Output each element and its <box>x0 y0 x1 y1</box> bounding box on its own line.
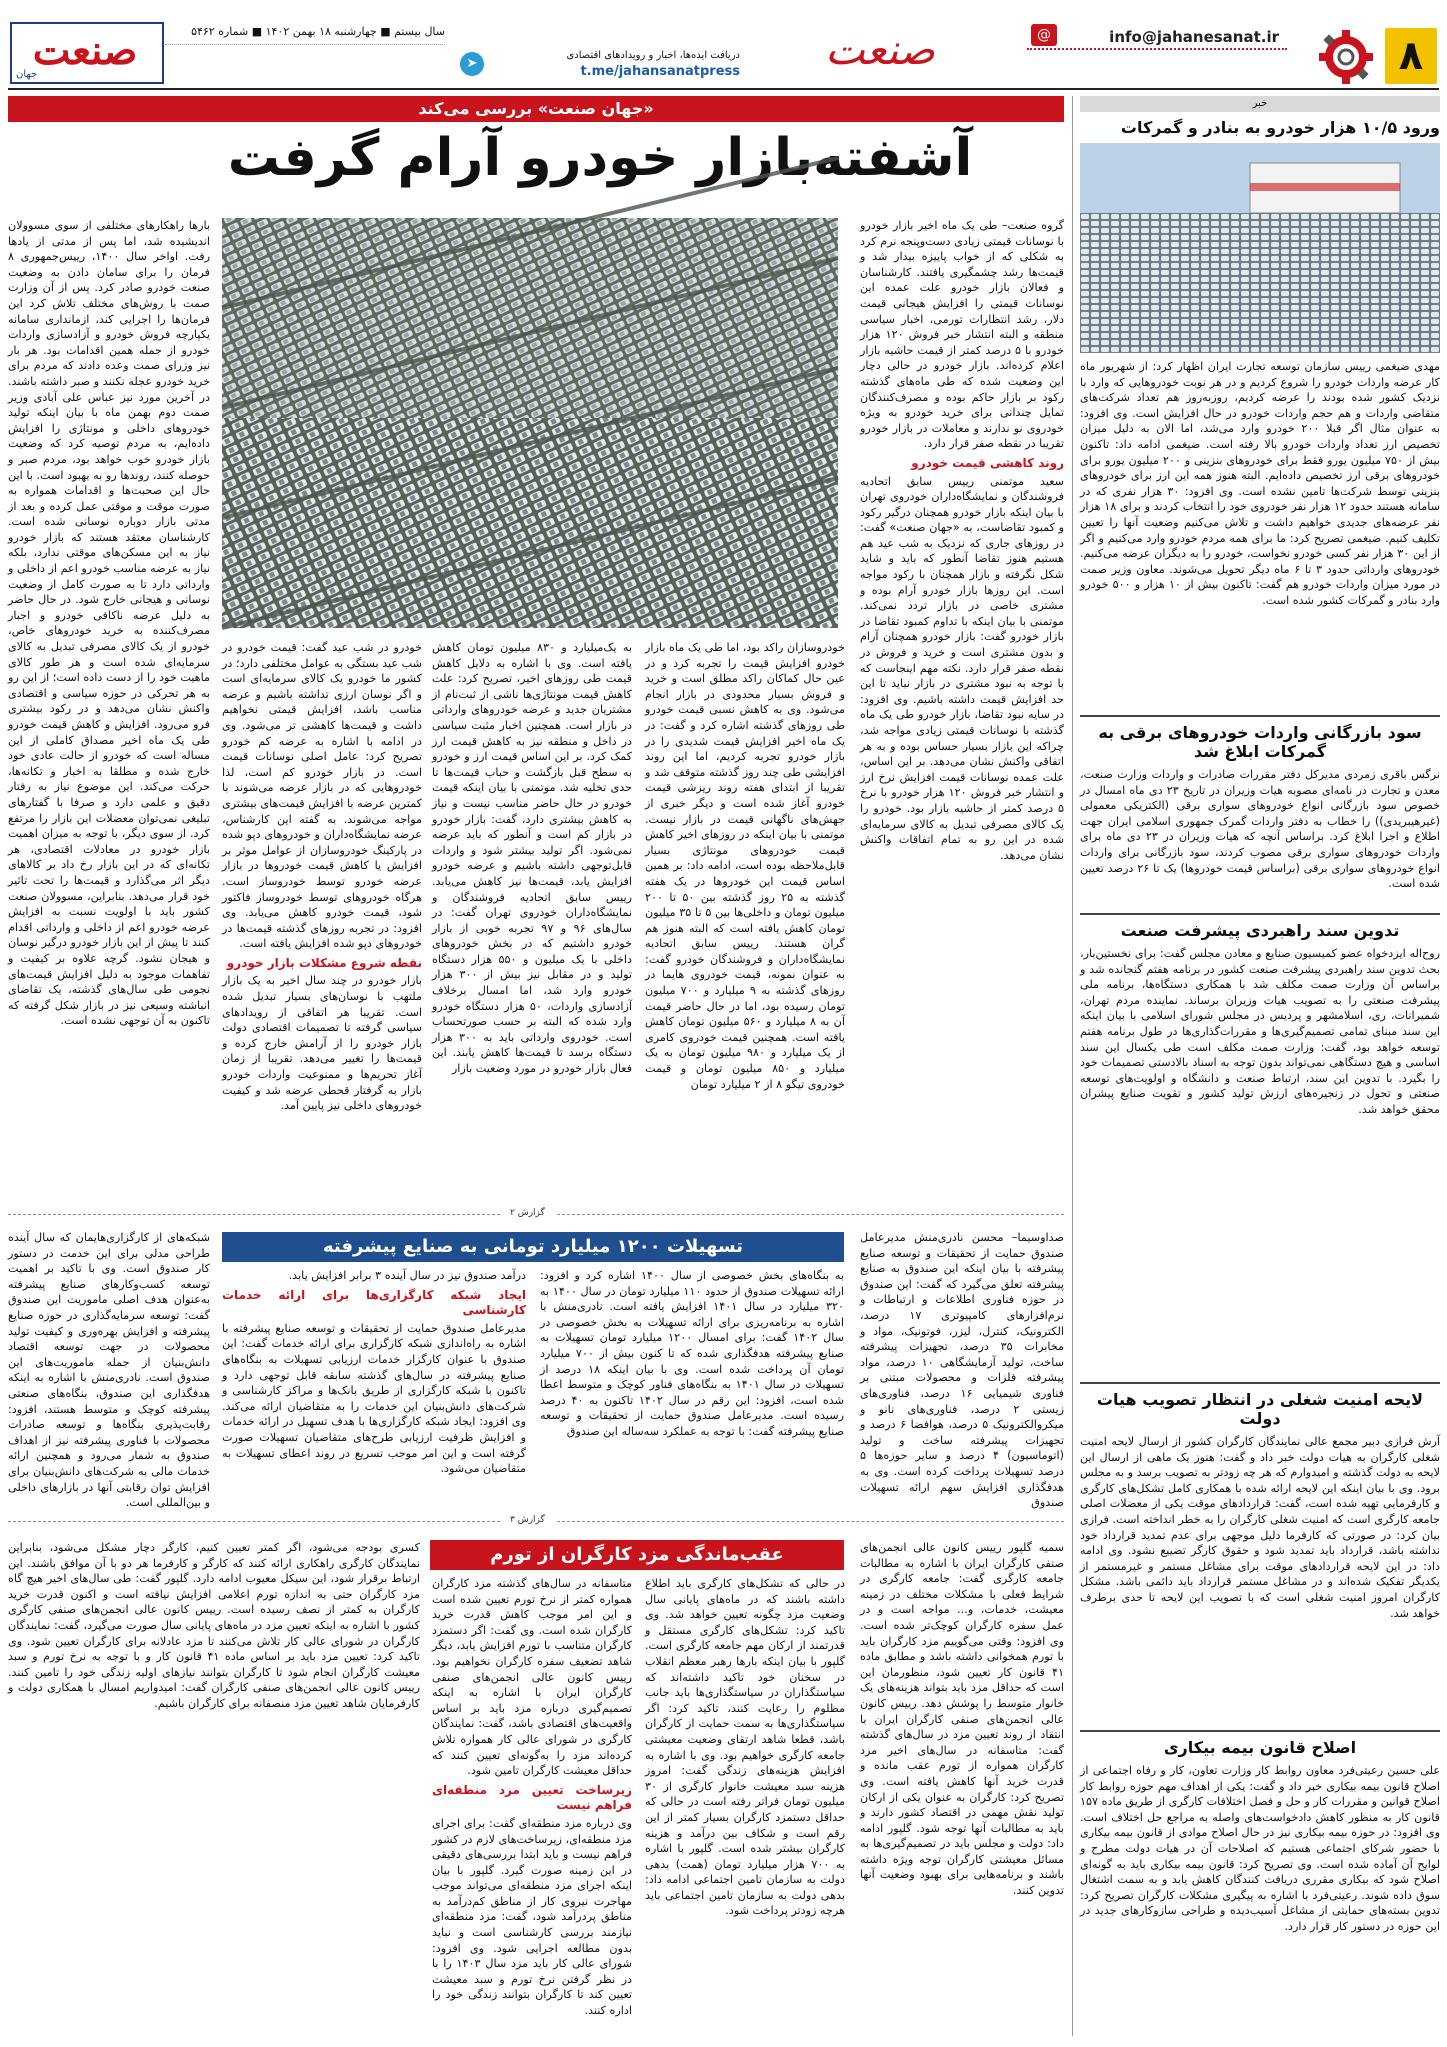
parking-lot-illustration <box>222 218 838 628</box>
report2-col3-subhead: ایجاد شبکه کارگزاری‌ها برای ارائه خدمات کارشناسی <box>222 1287 526 1318</box>
report3-col1-text: سمیه گلپور رییس کانون عالی انجمن‌های صنفی کارگران ایران با اشاره به مطالبات جامعه کارگری گفت: جامعه کارگری در شرایط فعلی با مشکلات مختلف در زمینه معیشت، خدمات، و... مواجه است و در عمل سفره کارگران کوچک‌تر شده است. وی افزود: وقتی می‌گوییم مزد کارگران باید با تورم همخوانی داشته باشد و مطابق ماده ۴۱ قانون کار تعیین شود، منظورمان این است که حداقل مزد باید بتواند هزینه‌های یک خانوار متوسط را پوشش دهد. رییس کانون عالی انجمن‌های صنفی کارگران ایران با انتقاد از روند تعیین مزد در سال‌های گذشته گفت: متاسفانه در سال‌های اخیر مزد کارگران همواره از تورم عقب مانده و قدرت خرید آنها کاهش یافته است. وی تصریح کرد: کارگران به عنوان یکی از ارکان تولید نقش مهمی در اقتصاد کشور دارند و باید به مطالبات آنها توجه شود. گلپور ادامه داد: دولت و مجلس باید در تصمیم‌گیری‌ها به مسائل معیشتی کارگران توجه ویژه داشته باشند و برنامه‌هایی برای بهبود وضعیت آنها تدوین کنند. <box>860 1541 1064 1898</box>
report3-col3-text: متاسفانه در سال‌های گذشته مزد کارگران همواره کمتر از نرخ تورم تعیین شده است و این امر موجب کاهش قدرت خرید کارگران شده است. وی گفت: اگر دستمزد کارگران متناسب با تورم افزایش یابد، دیگر شاهد تضعیف سفره کارگران نخواهیم بود. رییس کانون عالی انجمن‌های صنفی کارگران ایران با اشاره به اینکه تصمیم‌گیری درباره مزد باید بر اساس واقعیت‌های اقتصادی باشد، گفت: نمایندگان کارگری در شورای عالی کار همواره تلاش کرده‌اند مزد را به‌گونه‌ای تعیین کنند که حداقل معیشت کارگران تامین شود. <box>432 1577 632 1778</box>
main-col1b-text: سعید موتمنی رییس سابق اتحادیه فروشندگان و نمایشگاه‌داران خودروی تهران با بیان اینکه بازار خودرو همچنان درگیر رکود و کمبود تقاضاست، به «جهان صنعت» گفت: در روزهای جاری که نزدیک به شب عید هم هستیم هنوز تقاضا آنطور که باید و شاید شکل نگرفته و بازار همچنان با رکود مواجه است. این روزها بازار خودرو آرام بوده و مشتری خاصی در بازار تردد نمی‌کند. موتمنی با بیان اینکه با تداوم کمبود تقاضا در بازار خودرو گفت: بازار خودرو همچنان آرام و بدون مشتری است و خرید و فروش در نقطه صفر قرار دارد. نکته مهم اینجاست که با توجه به نبود مشتری در بازار نباید تا این حد افزایش قیمت داشته باشیم. وی افزود: در سایه نبود تقاضا، بازار خودرو طی یک ماه گذشته با نوسانات قیمتی زیادی مواجه شد، چراکه این بازار بسیار حساس بوده و به هر اتفاقی واکنش نشان می‌دهد. بر این اساس، علت عمده نوسانات قیمت افزایش نرخ ارز و انتشار خبر فروش ۱۲۰ هزار خودرو با نرخ ۵ درصد کمتر از حاشیه بازار بود. خودرو را یک کالای مصرفی تبدیل به کالای سرمایه‌ای شده در این رو به تمام اتفاقات واکنش نشان می‌دهد. <box>860 474 1065 862</box>
gear-icon <box>1317 28 1375 86</box>
report2-headline: تسهیلات ۱۲۰۰ میلیارد تومانی به صنایع پیشرفته <box>323 1236 743 1257</box>
report2-tag: گزارش ۲ <box>500 1207 555 1220</box>
report3-col4 <box>8 1540 420 2036</box>
report3-tag: گزارش ۳ <box>500 1514 555 1527</box>
telegram-icon: ➤ <box>460 52 484 76</box>
main-story-col2 <box>645 640 845 1240</box>
report2-col2-text: به بنگاه‌های بخش خصوصی از سال ۱۴۰۰ اشاره کرد و افزود: ارائه تسهیلات صندوق از حدود ۱۱۰ میلیارد تومان در سال ۱۴۰۰ به ۳۲۰ میلیارد در سال ۱۴۰۱ افزایش یافته است. نادری‌منش با اشاره به برنامه‌ریزی برای ارائه تسهیلات به بخش خصوصی در سال ۱۴۰۲ گفت: برای امسال ۱۲۰۰ میلیارد تومان تسهیلات به صنایع پیشرفته هدفگذاری شده که تا کنون بیش از ۷۰۰ میلیارد تومان آن پرداخت شده است. وی با بیان اینکه ۱۸ درصد از تسهیلات در سال ۱۴۰۱ به بنگاه‌های فناور کوچک و متوسط اعطا شده است، افزود: این رقم در سال ۱۴۰۲ تاکنون به ۴۰ درصد رسیده است. مدیرعامل صندوق حمایت از تحقیقات و توسعه صنایع پیشرفته گفت: با توجه به عملکرد سه‌ساله این صندوق <box>540 1269 845 1438</box>
report2-col3 <box>222 1268 526 1490</box>
report3-col3 <box>432 1576 632 2036</box>
report3-col2 <box>645 1576 845 2036</box>
sidebar-story4-title: لایحه امنیت شغلی در انتظار تصویب هیات دولت <box>1096 1390 1424 1428</box>
report3-col4-text: کسری بودجه می‌شود، اگر کمتر تعیین کنیم، کارگر دچار مشکل می‌شود، بنابراین نمایندگان کارگری راهکاری ارائه کنند که کارگر و کارفرما هر دو با آن موافق باشند. این ارتباط برقرار شود، این سیکل معیوب ادامه دارد. گلپور گفت: طی سال‌های اخیر هیچ گاه مزد کارگران حتی به اندازه تورم اعلامی افزایش نیافته است و اکنون قدرت خرید کارگران به کمتر از نصف رسیده است. رییس کانون عالی انجمن‌های صنفی کارگری کشور با اشاره به اینکه تعیین مزد در ماه‌های پایانی سال صورت می‌گیرد، گفت: نمایندگان کارگران در شورای عالی کار تلاش می‌کنند تا مزد عادلانه برای کارگران تعیین شود. وی تاکید کرد: تعیین مزد باید بر اساس ماده ۴۱ قانون کار و با توجه به نرخ تورم و سبد معیشت کارگران انجام شود تا کارگران بتوانند نیازهای اولیه زندگی خود را تامین کنند. رییس کانون عالی انجمن‌های صنفی کارگران گفت: امیدواریم امسال با همکاری دولت و کارفرمایان شاهد تعیین مزد منصفانه برای کارگران باشیم. <box>8 1541 420 1710</box>
sidebar-divider-3 <box>1080 1382 1440 1384</box>
report2-col4-text: شبکه‌های از کارگزاری‌هایمان که سال آینده طراحی مدلی برای این خدمت در دستور کار صندوق است. وی با تاکید بر اهمیت توسعه کسب‌وکارهای صنایع پیشرفته به‌عنوان هدف اصلی ماموریت این صندوق گفت: توسعه سرمایه‌گذاری در حوزه صنایع پیشرفته و افزایش بهره‌وری و کیفیت تولید محصولات در جهت توسعه اقتصاد دانش‌بنیان از جمله ماموریت‌های این صندوق است. نادری‌منش با اشاره به اینکه هدفگذاری این صندوق، بنگاه‌های صنعتی پیشرفته کوچک و متوسط هستند، افزود: رقابت‌پذیری بنگاه‌ها و توسعه صادرات محصولات با فناوری پیشرفته نیز از اهداف صندوق به شمار می‌رود و همچنین ارائه خدمات مالی به شرکت‌های دانش‌بنیان برای افزایش توان رقابتی آنها در بازارهای داخلی و بین‌المللی است. <box>8 1231 210 1510</box>
main-kicker: «جهان صنعت» بررسی می‌کند <box>418 99 654 118</box>
sidebar-photo-port <box>1080 143 1440 353</box>
port-cars-illustration <box>1080 143 1440 353</box>
report2-col3-text: درآمد صندوق نیز در سال آینده ۳ برابر افزایش یابد. <box>288 1269 526 1282</box>
issue-info: سال بیستم ■ چهارشنبه ۱۸ بهمن ۱۴۰۲ ■ شماره ۵۴۶۲ <box>191 25 445 38</box>
telegram-handle[interactable]: t.me/jahansanatpress <box>580 64 740 79</box>
section-name: صنعت <box>825 25 935 74</box>
email-text[interactable]: info@jahanesanat.ir <box>1109 28 1279 46</box>
report2-col3b-text: مدیرعامل صندوق حمایت از تحقیقات و توسعه صنایع پیشرفته با اشاره به راه‌اندازی شبکه کارگزاری برای ارائه خدمات گفت: این صندوق با عنوان کارگزار خدمات ارزیابی تسهیلات به بنگاه‌های صنایع پیشرفته در سال‌های گذشته سابقه قابل توجهی دارد و تاکنون با شبکه کارگزاری از طریق بانک‌ها و مراکز کارشناسی و شرکت‌های دانش‌بنیان این خدمات را به متقاضیان ارائه می‌کند. وی افزود: ایجاد شبکه کارگزاری‌ها با هدف تسهیل در ارائه خدمات و افزایش ظرفیت ارزیابی طرح‌های متقاضیان تسهیلات صورت گرفته است و این امر موجب تسریع در روند اعطای تسهیلات به متقاضیان می‌شود. <box>222 1321 526 1476</box>
report2-col1-text: صداوسیما– محسن نادری‌منش مدیرعامل صندوق حمایت از تحقیقات و توسعه صنایع پیشرفته با بیان اینکه این صندوق به صنایع پیشرفته تعلق می‌گیرد که گفت: این صندوق در حوزه فناوری اطلاعات و ارتباطات و نرم‌افزارهای کامپیوتری ۱۷ درصد، الکترونیک، کنترل، لیزر، فوتونیک، مواد و مخابرات ۳۵ درصد، تجهیزات پیشرفته ساخت، تولید آزمایشگاهی ۱۰ درصد، مواد پیشرفته فلزات و محصولات مبتنی بر فناوری شیمیایی ۱۶ درصد، فناوری‌های زیستی ۲ درصد، فناوری‌های نانو و میکروالکترونیک ۵ درصد، هوافضا ۶ درصد و تجهیزات پیشرفته ساخت و تولید (اتوماسیون) ۴ درصد و سایر حوزه‌ها ۵ درصد تسهیلات پرداخت کرده است. وی به هدفگذاری افزایش سهم ارائه تسهیلات صندوق <box>860 1231 1065 1510</box>
logo-sub: جهان <box>16 69 38 80</box>
report3-headline: عقب‌ماندگی مزد کارگران از تورم <box>490 1544 784 1565</box>
sidebar-story2-title: سود بازرگانی واردات خودروهای برقی به گمرکات ابلاغ شد <box>1098 723 1422 761</box>
report2-col4 <box>8 1230 210 1510</box>
sidebar-story5-title: اصلاح قانون بیمه بیکاری <box>1163 1738 1357 1757</box>
sidebar-story2-body: نرگس باقری زمردی مدیرکل دفتر مقررات صادرات و واردات وزارت صنعت، معدن و تجارت در نامه‌ای مصوبه هیات وزیران در تاریخ ۲۳ دی ماه امسال در خصوص سود بازرگانی انواع خودروهای سواری برقی (الکتریکی معمولی (غیرهیبریدی)) را خطاب به دفتر واردات گمرک جمهوری اسلامی ایران جهت اطلاع و اجرا ابلاغ کرد. براساس آنچه که هیات وزیران در ۲۳ دی ماه برای واردات خودروهای سواری برقی مصوب کردند، سود بازرگانی برای واردات انواع خودروهای سواری برقی (براساس قیمت خودروها) یک تا ۲۶ درصد تعیین شده است. <box>1080 768 1440 891</box>
sidebar-story1-body: مهدی ضیغمی رییس سازمان توسعه تجارت ایران اظهار کرد: از شهریور ماه کار عرضه واردات خودرو را شروع کردیم و در هر نوبت خودروهایی که وارد با نزدیک کشور شده بودند را عرضه کردیم، روزبه‌روز هم تعداد شرکت‌های متقاضی واردات و هم حجم واردات خودرو در حال افزایش است. وی افزود: به عنوان مثال اگر قبلا ۲۰۰ خودرو وارد می‌شد، اما الان به دلیل میزان تخصیص ارز تعداد واردات خودرو بالا رفته است. ضیغمی ادامه داد: تاکنون بیش از ۷۵۰ میلیون یورو فقط برای خودروهای بنزینی و ۲۰۰ میلیون یورو برای خودروهای برقی ارز تخصیص داده‌ایم. البته هنوز همه این ارز برای خودروهای بنزینی توسط شرکت‌ها تامین نشده است. وی افزود: ۳۰ هزار نفری که در سامانه هستند حدود ۱۲ هزار نفر خودروی خود را انتخاب کردند و برای ۱۸ هزار نفر عرضه‌های جدیدی خواهیم داشت و تلاش می‌کنیم وضعیت آنها را تعیین تکلیف کنیم. ضیغمی تصریح کرد: ما برای همه مردم خودرو وارد می‌کنیم و اگر از این ۳۰ هزار نفر کسی خودرو نخواست، خودرو را به دیگران عرضه می‌کنیم. خودروهای وارداتی حدود ۳ تا ۶ ماه دیگر تحویل می‌شوند. معاون وزیر صمت در مورد میزان واردات خودرو هم گفت: تاکنون بیش از ۱۰ هزار و ۵۰۰ خودرو وارد بنادر و گمرکات کشور شده است. <box>1080 360 1441 607</box>
header-bottom-rule <box>8 88 1439 90</box>
page-header <box>0 0 1447 95</box>
header-dotted-rule <box>1027 48 1287 50</box>
sidebar-divider-4 <box>1080 1730 1440 1732</box>
issue-info-rule <box>165 44 445 45</box>
sidebar-divider-2 <box>1080 913 1440 915</box>
page-number: ۸ <box>1398 33 1424 79</box>
sidebar-story5-body: علی حسین رعیتی‌فرد معاون روابط کار وزارت تعاون، کار و رفاه اجتماعی از اصلاح قانون بیمه بیکاری خبر داد و گفت: یکی از اهداف مهم حوزه روابط کار اصلاح قوانین و مقررات کار و حل و فصل اختلافات کارگری از طریق ماده ۱۵۷ قانون کار به منظور کاهش دادخواست‌های واصله به مراجع حل اختلاف است. وی افزود: در حوزه بیمه بیکاری نیز در حال اصلاح موادی از قانون بیمه بیکاری با حضور شرکای اجتماعی هستیم که اصلاحات آن در هیات دولت مطرح و لوایح آن آماده شده است. وی تصریح کرد: قانون بیمه بیکاری باید به گونه‌ای اصلاح شود که بیکاری مقرری دریافت کنندگان کاهش یابد و به سمت اشتغال سوق داده شوند. رعیتی‌فرد با اشاره به پیگیری مشکلات کارگران تصریح کرد: تدوین بسته‌های حمایتی از مشاغل آسیب‌دیده و طراحی سازوکارهای جدید در این حوزه در دستور کار قرار دارد. <box>1080 1764 1440 1933</box>
main-col1-text: گروه صنعت– طی یک ماه اخیر بازار خودرو با نوسانات قیمتی زیادی دست‌وپنجه نرم کرد به شکلی که از خواب پاییزه بیدار شد و قیمت‌ها رشد چشمگیری یافتند. کارشناسان و فعالان بازار خودرو علت عمده این نوسانات قیمتی را افزایش هیجانی قیمت دلار، رشد انتظارات تورمی، اخبار سیاسی منطقه و البته انتشار خبر فروش ۱۲۰ هزار خودرو با ۵ درصد کمتر از قیمت حاشیه بازار اعلام کرده‌اند. بازار خودرو در حالی دچار این وضعیت شده که طی ماه‌های گذشته رکود بر بازار حاکم بوده و مصرف‌کنندگان تمایل چندانی برای خرید خودرو به ویژه خودروی نو ندارند و معاملات در بازار خودرو تقریبا در نقطه صفر قرار دارد. <box>860 219 1064 451</box>
main-story-col1 <box>860 218 1064 1238</box>
main-col2-text: خودروسازان راکد بود، اما طی یک ماه بازار خودرو افزایش قیمت را تجربه کرد و در عین حال کماکان راکد مطلق است و خرید و فروش بسیار محدودی در بازار انجام می‌شود. وی به کاهش نسبی قیمت خودرو طی روزهای گذشته اشاره کرد و گفت: در یک ماه اخیر افزایش قیمت شدیدی را در بازار خودرو تجربه کردیم، اما این روند افزایشی طی چند روز گذشته متوقف شد و تقریبا از ابتدای هفته روند ریزشی قیمت خودرو آغاز شده است و دیگر خبری از جهش‌های ناگهانی قیمت در بازار نیست. موتمنی با بیان اینکه در روزهای اخیر کاهش قیمت خودروهای مونتاژی بسیار قابل‌ملاحظه بوده است، ادامه داد: بر همین اساس قیمت این خودروها در یک هفته گذشته به ۲۵ روز گذشته بین ۵۰ تا ۲۰۰ میلیون تومان و داخلی‌ها بین ۵ تا ۳۵ میلیون تومان کاهش یافته است که البته هنوز هم گران هستند. رییس سابق اتحادیه نمایشگاه‌داران و فروشندگان خودرو گفت: به عنوان نمونه، قیمت خودروی هایما در روزهای گذشته به ۹ میلیارد و ۷۰۰ میلیون تومان رسیده بود، اما در حال حاضر قیمت آن به ۸ میلیارد و ۵۶۰ میلیون تومان کاهش یافته است. همچنین قیمت خودروی کامری از یک میلیارد و ۹۸۰ میلیون تومان به یک میلیارد و ۸۵۰ میلیون تومان و قیمت خودروی تیگو ۸ از ۲ میلیارد تومان <box>645 641 846 1091</box>
logo-text: صنعت <box>32 27 138 74</box>
report3-col2-text: در حالی که تشکل‌های کارگری باید اطلاع داشته باشند که در ماه‌های پایانی سال وضعیت مزد چگونه تعیین خواهد شد. وی تاکید کرد: تشکل‌های کارگری مستقل و قدرتمند از ارکان مهم جامعه کارگری است. گلپور با بیان اینکه بارها رهبر معظم انقلاب در سخنان خود تاکید داشته‌اند که سیاستگذاران در سیاستگذاری‌ها باید جانب مظلوم را رعایت کنند، تاکید کرد: اگر سیاستگذاری‌ها به سمت حمایت از کارگران باشد، قطعا شاهد ارتقای وضعیت معیشتی جامعه کارگری خواهیم بود. وی با اشاره به افزایش هزینه‌های زندگی گفت: امروز هزینه سبد معیشت خانوار کارگری از ۳۰ میلیون تومان فراتر رفته است در حالی که حداقل دستمزد کارگران بسیار کمتر از این رقم است و شکاف بین درآمد و هزینه کارگران بیشتر شده است. گلپور با اشاره به ۷۰۰ هزار میلیارد تومان (همت) بدهی دولت به سازمان تامین اجتماعی ادامه داد: بدهی دولت به سازمان تامین اجتماعی باید هرچه زودتر پرداخت شود. <box>645 1577 845 1918</box>
main-col3-text: به یک‌میلیارد و ۸۳۰ میلیون تومان کاهش یافته است. وی با اشاره به دلایل کاهش قیمت طی روزهای اخیر، تصریح کرد: علت کاهش قیمت مونتاژی‌ها ناشی از ثبت‌نام از مشتریان جدید و عرضه خودروهای وارداتی در بازار است. همچنین اخبار مثبت سیاسی در داخل و منطقه نیز به کاهش قیمت ارز کمک کرد. بر این اساس قیمت ارز و خودرو به سطح قبل بازگشت و حباب قیمت‌ها تا حدی تخلیه شد. موتمنی با بیان اینکه قیمت خودرو در حال حاضر مناسب نیست و نیاز به کاهش بیشتری دارد، گفت: بازار خودرو در بازار کم است و آنطور که باید عرضه نمی‌شود. اگر تولید بیشتر شود و واردات قابل‌توجهی داشته باشیم و عرضه خودرو افزایش یابد، قیمت‌ها نیز کاهش می‌یابد. رییس سابق اتحادیه فروشندگان و نمایشگاه‌داران خودروی تهران گفت: در سال‌های ۹۶ و ۹۷ تجربه خوبی از بازار خودرو داشتیم که در بخش خودروهای داخلی با یک میلیون و ۵۵۰ هزار دستگاه تولید و در مقابل نیز بیش از ۳۰۰ هزار خودرو وارد شد، اما امسال برخلاف آزادسازی واردات، ۵۰ هزار دستگاه خودرو وارد شده که البته بر حسب صورتحساب است. خودروی وارداتی باید به ۳۰۰ هزار دستگاه برسد تا قیمت‌ها کاهش یابند. این فعال بازار خودرو در مورد وضعیت بازار <box>432 641 633 1076</box>
sidebar-story3-body: روح‌اله ایزدخواه عضو کمیسیون صنایع و معادن مجلس گفت: برای نخستین‌بار، بحث تدوین سند راهبردی پیشرفت صنعت کشور در برنامه هفتم گنجانده شد و براساس آن وزارت صمت مکلف شد با همکاری دستگاه‌ها، برنامه ملی پیشرفت صنعتی را به تصویب هیات وزیران برساند. نماینده مردم تهران، شمیرانات، ری، اسلامشهر و پردیس در مجلس شورای اسلامی با بیان اینکه این سند مبنای تمامی تصمیم‌گیری‌ها و مقررات‌گذاری‌ها در طول برنامه هفتم توسعه خواهد بود، گفت: وزارت صمت مکلف است طی یکسال این سند اساسی و هیچ دستگاهی نمی‌تواند بدون توجه به اسناد بالادستی تصمیمات خود را بگیرد. با تدوین این سند، ارتباط صنعت و دانشگاه و اولویت‌های توسعه صنعتی و تحول در زنجیره‌های ارزش تولید کشور و تقویت صنایع پیشران محقق خواهد شد. <box>1080 947 1440 1116</box>
sidebar-story4-body: آرش فرازی دبیر مجمع عالی نمایندگان کارگران کشور از ارسال لایحه امنیت شغلی کارگران به هیات دولت خبر داد و گفت: هنوز یک ماهی از ارسال این لایحه به دولت گذشته و امیدوارم که هر چه زودتر به تصویب برسد و به مجلس برود. وی با بیان اینکه این لایحه ارائه شده با همکاری کامل تشکل‌های کارگری و کارفرمایی تهیه شده است، گفت: قراردادهای موقت یکی از معضلات اصلی جامعه کارگری است که امنیت شغلی کارگران را به خطر انداخته است. فرازی بیان کرد: در صورتی که کارفرما دلیل موجهی برای عدم تمدید قرارداد خود نداشته باشد، قرارداد باید تمدید شود و حقوق کارگر تضییع نشود. وی ادامه داد: در این لایحه قراردادهای موقت برای مشاغل مستمر و غیرمستمر از یکدیگر تفکیک شده‌اند و در مشاغل مستمر قرارداد باید دائمی باشد. مشکل کارگران امروز امنیت شغلی است که با تصویب این لایحه تا حدی برطرف خواهد شد. <box>1080 1435 1440 1620</box>
telegram-line: دریافت ایده‌ها، اخبار و رویدادهای اقتصادی <box>566 50 740 61</box>
report2-col1 <box>860 1230 1065 1510</box>
sidebar-rule <box>1072 96 1073 2036</box>
sidebar <box>1080 96 1440 2036</box>
main-col4b-text: بازار خودرو در چند سال اخیر به یک بازار ملتهب با نوسان‌های بسیار تبدیل شده است. تقریبا هر اتفاقی از رویدادهای سیاسی گرفته تا تصمیمات اقتصادی دولت بازار خودرو را از آرامش خارج کرده و قیمت‌ها را تغییر می‌دهد. تقریبا از زمان آغاز تحریم‌ها و ممنوعیت واردات خودرو بازار به گرفتار قحطی عرضه شد و کیفیت خودروهای داخلی نیز پایین آمد. <box>222 974 422 1113</box>
sidebar-story3-title: تدوین سند راهبردی پیشرفت صنعت <box>1120 921 1400 940</box>
sidebar-tag-bar <box>1080 96 1440 112</box>
sidebar-story1-title: ورود ۱۰/۵ هزار خودرو به بنادر و گمرکات <box>1120 118 1440 137</box>
sidebar-divider-1 <box>1080 715 1440 717</box>
email-icon: @ <box>1031 24 1057 46</box>
main-photo-parking-lot <box>222 218 838 628</box>
logo <box>10 22 164 84</box>
report2-col2 <box>540 1268 844 1490</box>
main-story-col5 <box>8 218 210 1238</box>
report3-col3-subhead: زیرساخت تعیین مزد منطقه‌ای فراهم نیست <box>432 1782 632 1813</box>
main-col5-text: بارها راهکارهای مختلفی از سوی مسوولان اندیشیده شد، اما پس از مدتی از یادها رفت. اواخر سال ۱۴۰۰، رییس‌جمهوری ۸ فرمان را برای سامان دادن به وضعیت صنعت خودرو صادر کرد. پس از آن وزارت صمت با روش‌های مختلف تلاش کرد این فرمان‌ها را اجرایی کند، ازمانداری سامانه یکپارچه فروش خودرو و آزادسازی واردات خودرو از جمله همین اقدامات بود. هر بار نیز وزرای صمت وعده دادند که مردم برای خرید خودرو عجله نکنند و صبر داشته باشند. در آخرین مورد نیز عباس علی آبادی وزیر صمت دوم بهمن ماه با بیان اینکه تولید خودروهای داخلی و مونتاژی را افزایش داده‌ایم، به مردم توصیه کرد که وضعیت بازار خودرو خوب خواهد بود، مردم صبر و حوصله کنند، روندها رو به بهبود است. با این حال این صحبت‌ها و اقدامات همواره به صورت موقت و موقتی عمل کرده و بعد از مدتی بازار دوباره نوسانی شده است. کارشناسان معتقد هستند که بازار خودرو نیاز به این مسکن‌های موقتی ندارد، بلکه نیاز به عرضه مناسب خودرو اعم از داخلی و وارداتی دارد تا به صورت کامل از وضعیت نوسانی و هیجانی خارج شود. در حال حاضر به دلیل عرضه ناکافی خودرو و اجبار مصرف‌کننده به خرید خودروهای خاص، خودرو از یک کالای مصرفی تبدیل به کالای سرمایه‌ای شده است و هر طور کالای ماهیت خود را از دست داده است؛ از این رو به هر تحرکی در حوزه سیاسی و اقتصادی واکنش نشان می‌دهد و در رکود بیشتری فرو می‌رود. افزایش و کاهش قیمت خودرو طی یک ماه اخیر مصداق کاملی از این مساله است که خودرو از حالت عادی خود خارج شده و مطلقا به اخبار و تکانه‌ها، حرکت می‌کند. این موضوع نیاز به رفتار دقیق و علمی دارد و صرفا با گفتارهای تبلیغی نمی‌توان معضلات این بازار را مرتفع کرد. از سوی دیگر، با توجه به میزان اهمیت بازار خودرو در معادلات اقتصادی، هر تکانه‌ای که در این بازار رخ داد بر کالاهای دیگر اثر می‌گذارد و قیمت‌ها را تحت تاثیر خود قرار می‌دهد. بنابراین، مسوولان صنعت کشور باید با اولویت نسبت به افزایش عرضه خودرو اعم از داخلی و وارداتی اقدام کنند تا پیش از این بازار خودرو درگیر نوسان و هیجان نشود. گرچه علاوه بر کیفیت و تفاهمات موجود به دلیل افزایش قیمت‌های نجومی طی سال‌های گذشته، یک تقاضای انباشته وسیعی نیز در بازار شکل گرفته که تاکنون به آن توجهی نشده است. <box>7 219 210 1028</box>
main-col1-subhead: روند کاهشی قیمت خودرو <box>911 455 1064 470</box>
report3-col3b-text: وی درباره مزد منطقه‌ای گفت: برای اجرای مزد منطقه‌ای، زیرساخت‌های لازم در کشور فراهم نیست و باید ابتدا بررسی‌های دقیقی در این زمینه صورت گیرد. گلپور با بیان اینکه اجرای مزد منطقه‌ای می‌تواند موجب مهاجرت نیروی کار از مناطق کم‌درآمد به مناطق پردرآمد شود، گفت: مزد منطقه‌ای نیازمند بررسی کارشناسی است و نباید بدون مطالعه اجرایی شود. وی افزود: شورای عالی کار باید مزد سال ۱۴۰۳ را با در نظر گرفتن نرخ تورم و سبد معیشت تعیین کند تا کارگران بتوانند زندگی خود را اداره کنند. <box>432 1816 632 2018</box>
sidebar-tag: خبر <box>1252 98 1268 109</box>
main-story-col3 <box>432 640 632 1240</box>
main-col4-subhead: نقطه شروع مشکلات بازار خودرو <box>226 955 422 970</box>
main-story-col4 <box>222 640 422 1240</box>
main-col4-text: خودرو در شب عید گفت: قیمت خودرو در شب عید بستگی به عوامل مختلفی دارد؛ در کشور ما خودرو یک کالای سرمایه‌ای است و اگر نوسان ارزی تداشته باشیم و عرضه مناسب باشد، افزایش قیمتی نخواهیم داشت و قیمت‌ها کاهشی تر می‌شود. وی در ادامه با اشاره به عرضه کم خودرو تصریح کرد: عامل اصلی نوسانات قیمت است. در بازار خودرو کم است، لذا خودروهایی که در بازار عرضه می‌شوند با کمترین عرضه با افزایش قیمت‌های بیشتری مواجه می‌شوند. به گفته این کارشناس، عرضه نمایشگاه‌داران و خودروهای دپو شده در پارکینگ خودروسازان از عوامل موثر بر افزایش یا کاهش قیمت خودروها در بازار عرضه خودرو توسط خودروساز است. هرگاه خودروهای توسط خودروساز فاکتور شود، قیمت خودرو کاهش می‌یابد. وی افزود: در تجربه روزهای گذشته قیمت‌ها در خودروهای دپو شده افزایش یافته است. <box>222 641 422 951</box>
report3-col1 <box>860 1540 1064 2036</box>
main-headline: آشفته‌بازار خودرو آرام گرفت <box>227 128 973 188</box>
